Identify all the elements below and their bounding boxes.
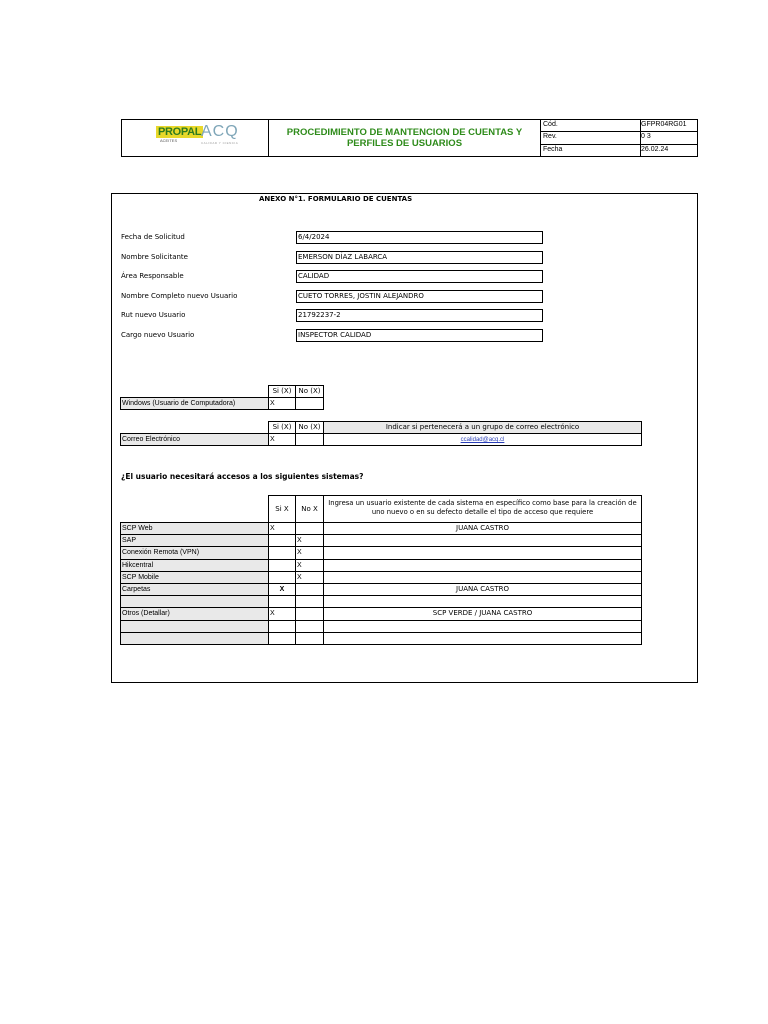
system-si-value[interactable] [268,546,296,559]
form-title: ANEXO N°1. FORMULARIO DE CUENTAS [259,195,413,203]
field-value-nombre-usuario[interactable]: CUETO TORRES, JOSTIN ALEJANDRO [296,290,543,303]
system-no-value[interactable] [295,620,324,633]
system-row-label: SAP [120,534,269,547]
system-no-value[interactable]: X [295,559,324,572]
propal-logo [156,126,203,143]
windows-no-value[interactable] [295,397,324,410]
field-label-solicitante: Nombre Solicitante [121,253,188,261]
email-group-link[interactable]: ccalidad@acq.cl [460,437,505,443]
acq-logo [201,123,239,145]
propal-logo-subtext: ACEITES [160,138,178,143]
meta-key: Cód. [543,121,558,128]
acq-logo-text: ACQ [201,123,239,140]
system-row-label: Conexión Remota (VPN) [120,546,269,559]
propal-logo-text: PROPAL [158,126,202,138]
system-no-value[interactable] [295,607,324,620]
system-base-user[interactable] [323,632,642,645]
windows-row-label: Windows (Usuario de Computadora) [120,397,269,410]
system-si-value[interactable] [268,559,296,572]
systems-col-no: No X [295,495,324,523]
system-base-user[interactable] [323,546,642,559]
system-base-user[interactable]: JUANA CASTRO [323,583,642,596]
field-label-area: Área Responsable [121,272,184,280]
systems-col-si: Si X [268,495,296,523]
email-row-label: Correo Electrónico [120,433,269,446]
system-base-user[interactable] [323,595,642,608]
email-group-cell [323,433,642,446]
system-row-label: SCP Web [120,522,269,535]
system-si-value[interactable]: X [268,522,296,535]
system-row-label: SCP Mobile [120,571,269,584]
field-label-rut: Rut nuevo Usuario [121,311,186,319]
windows-col-no: No (X) [295,385,324,398]
system-si-value[interactable] [268,632,296,645]
field-value-cargo[interactable]: INSPECTOR CALIDAD [296,329,543,342]
system-base-user[interactable] [323,559,642,572]
meta-value: 0 3 [641,133,651,140]
system-no-value[interactable] [295,632,324,645]
system-row-label: Hikcentral [120,559,269,572]
system-base-user[interactable]: JUANA CASTRO [323,522,642,535]
meta-key: Rev. [543,133,557,140]
system-no-value[interactable]: X [295,571,324,584]
email-no-value[interactable] [295,433,324,446]
system-no-value[interactable]: X [295,546,324,559]
system-si-value[interactable] [268,620,296,633]
meta-row-code [541,119,698,132]
acq-logo-subtext: CALIDAD Y CIENCIA [201,141,239,145]
email-col-group: Indicar si pertenecerá a un grupo de correo electrónico [323,421,642,434]
email-col-no: No (X) [295,421,324,434]
field-value-rut[interactable]: 21792237-2 [296,309,543,322]
field-label-cargo: Cargo nuevo Usuario [121,331,195,339]
field-label-fecha: Fecha de Solicitud [121,233,185,241]
systems-question: ¿El usuario necesitará accesos a los siguientes sistemas? [121,472,364,481]
system-base-user[interactable] [323,534,642,547]
email-col-si: Si (X) [268,421,296,434]
meta-value: GFPR04RG01 [641,121,687,128]
meta-row-rev [541,131,698,144]
system-row-label [120,632,269,645]
field-label-nombre-usuario: Nombre Completo nuevo Usuario [121,292,238,300]
system-si-value[interactable]: X [268,607,296,620]
system-row-label: Otros (Detallar) [120,607,269,620]
system-no-value[interactable] [295,595,324,608]
windows-col-si: Si (X) [268,385,296,398]
document-title: PROCEDIMIENTO DE MANTENCION DE CUENTAS Y PERFILES DE USUARIOS [269,119,541,157]
system-no-value[interactable]: X [295,534,324,547]
meta-row-date [541,144,698,157]
system-row-label [120,595,269,608]
system-si-value[interactable] [268,595,296,608]
system-row-label: Carpetas [120,583,269,596]
system-si-value[interactable] [268,571,296,584]
system-si-value[interactable] [268,534,296,547]
system-row-label [120,620,269,633]
system-si-value[interactable]: X [268,583,296,596]
windows-si-value[interactable]: X [268,397,296,410]
meta-key: Fecha [543,146,563,153]
field-value-area[interactable]: CALIDAD [296,270,543,283]
email-si-value[interactable]: X [268,433,296,446]
meta-value: 26.02.24 [641,146,669,153]
system-base-user[interactable] [323,571,642,584]
field-value-solicitante[interactable]: EMERSON DÍAZ LABARCA [296,251,543,264]
systems-col-base: Ingresa un usuario existente de cada sistema en específico como base para la creación de uno nuevo o en su defecto detalle el tipo de acceso que requiere [323,495,642,523]
system-base-user[interactable]: SCP VERDE / JUANA CASTRO [323,607,642,620]
field-value-fecha[interactable]: 6/4/2024 [296,231,543,244]
system-base-user[interactable] [323,620,642,633]
